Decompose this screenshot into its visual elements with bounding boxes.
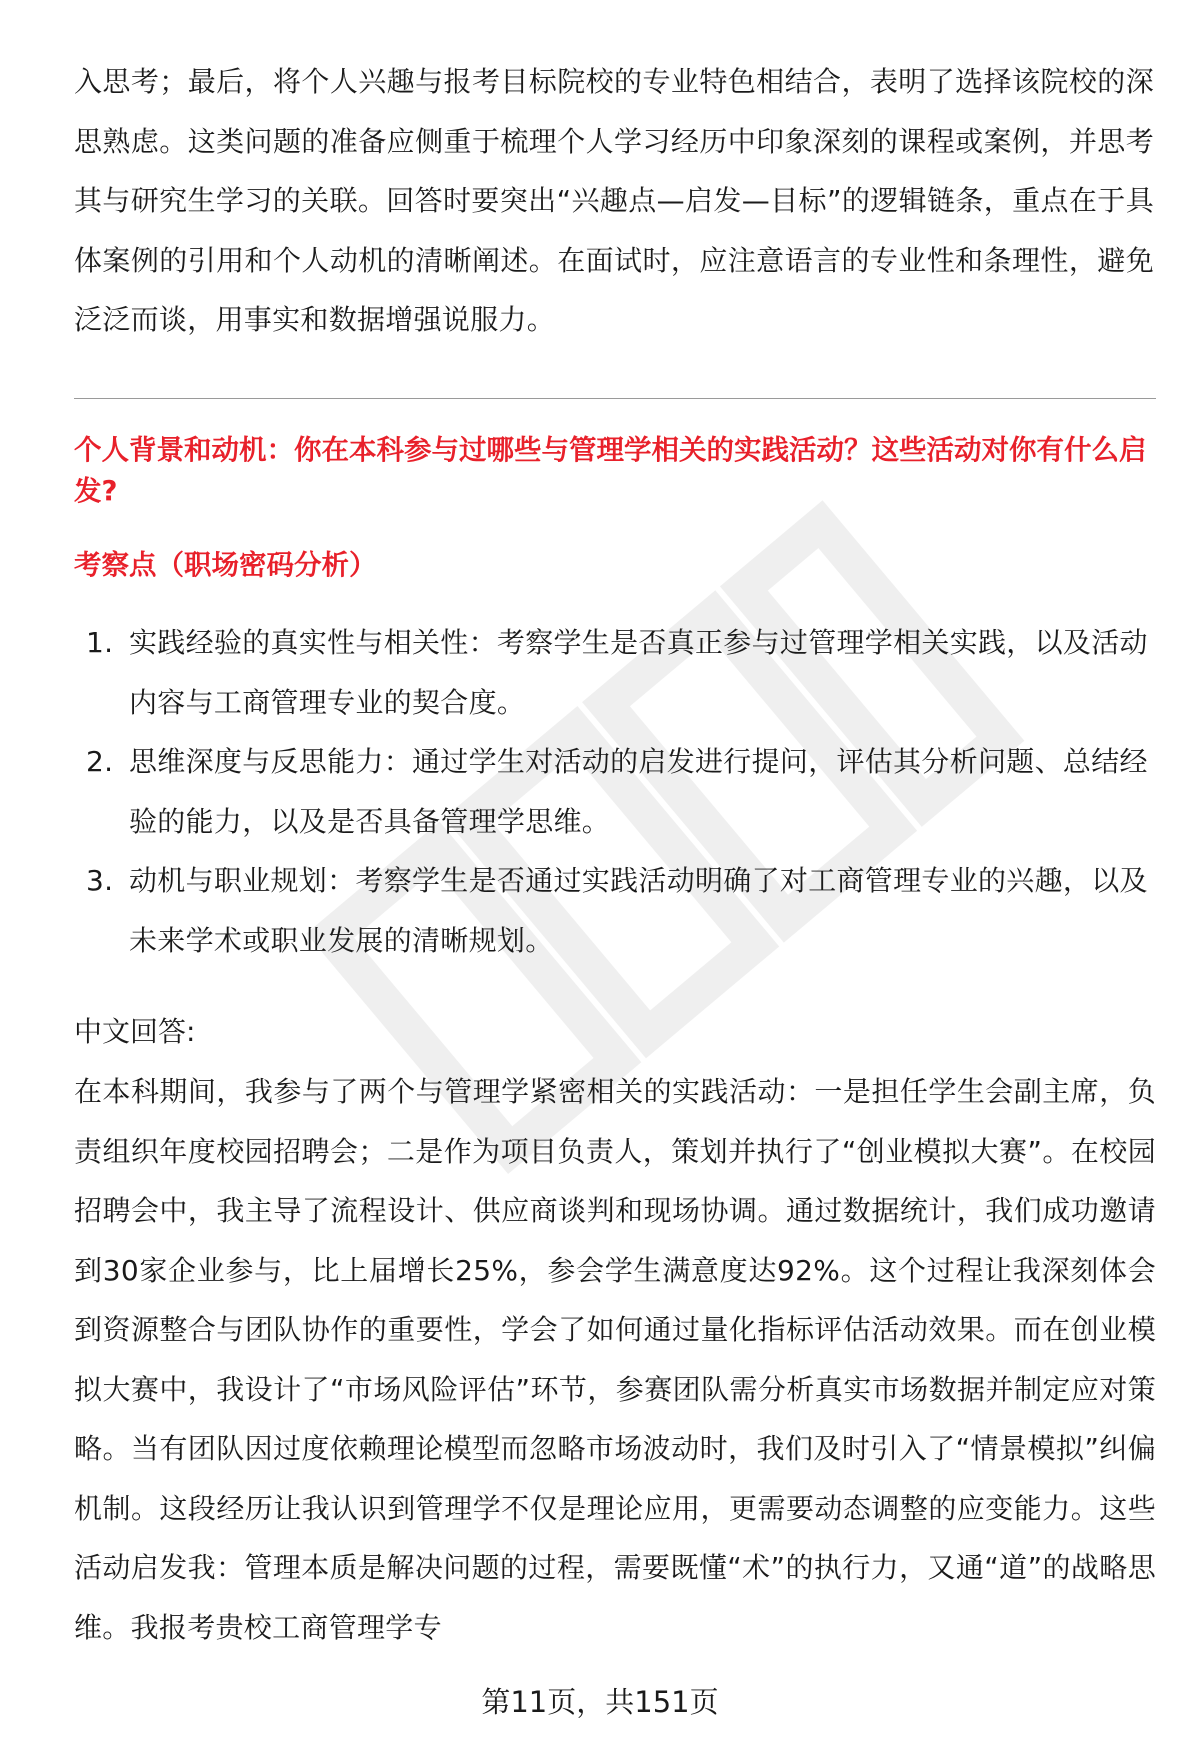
answer-label: 中文回答: — [74, 1015, 196, 1048]
list-item-number: 1. — [86, 626, 114, 659]
intro-paragraph: 入思考；最后，将个人兴趣与报考目标院校的专业特色相结合，表明了选择该院校的深思熟虑。这类问题的准备应侧重于梳理个人学习经历中印象深刻的课程或案例，并思考其与研究生学习的关联。回答时要突出“兴趣点—启发—目标”的逻辑链条，重点在于具体案例的引用和个人动机的清晰阐述。在面试时，应注意语言的专业性和条理性，避免泛泛而谈，用事实和数据增强说服力。 — [74, 65, 1154, 336]
list-item — [74, 851, 1154, 970]
list-item-text: 实践经验的真实性与相关性：考察学生是否真正参与过管理学相关实践，以及活动内容与工商管理专业的契合度。 — [129, 626, 1148, 719]
assessment-points-title: 考察点（职场密码分析） — [74, 549, 377, 581]
page-number: 第11页，共151页 — [481, 1685, 719, 1719]
list-item-text: 动机与职业规划：考察学生是否通过实践活动明确了对工商管理专业的兴趣，以及未来学术或职业发展的清晰规划。 — [129, 864, 1148, 957]
list-item — [74, 732, 1154, 851]
intro-section — [74, 52, 1154, 350]
list-item — [74, 613, 1154, 732]
assessment-points-list — [74, 613, 1154, 970]
list-item-number: 3. — [86, 864, 114, 897]
answer-paragraph: 在本科期间，我参与了两个与管理学紧密相关的实践活动：一是担任学生会副主席，负责组织年度校园招聘会；二是作为项目负责人，策划并执行了“创业模拟大赛”。在校园招聘会中，我主导了流程设计、供应商谈判和现场协调。通过数据统计，我们成功邀请到30家企业参与，比上届增长25%，参会学生满意度达92%。这个过程让我深刻体会到资源整合与团队协作的重要性，学会了如何通过量化指标评估活动效果。而在创业模拟大赛中，我设计了“市场风险评估”环节，参赛团队需分析真实市场数据并制定应对策略。当有团队因过度依赖理论模型而忽略市场波动时，我们及时引入了“情景模拟”纠偏机制。这段经历让我认识到管理学不仅是理论应用，更需要动态调整的应变能力。这些活动启发我：管理本质是解决问题的过程，需要既懂“术”的执行力，又通“道”的战略思维。我报考贵校工商管理学专 — [74, 1075, 1156, 1644]
list-item-number: 2. — [86, 745, 114, 778]
list-item-text: 思维深度与反思能力：通过学生对活动的启发进行提问，评估其分析问题、总结经验的能力，以及是否具备管理学思维。 — [129, 745, 1148, 838]
question-heading: 个人背景和动机：你在本科参与过哪些与管理学相关的实践活动？这些活动对你有什么启发? — [74, 434, 1147, 507]
section-divider — [74, 398, 1156, 399]
